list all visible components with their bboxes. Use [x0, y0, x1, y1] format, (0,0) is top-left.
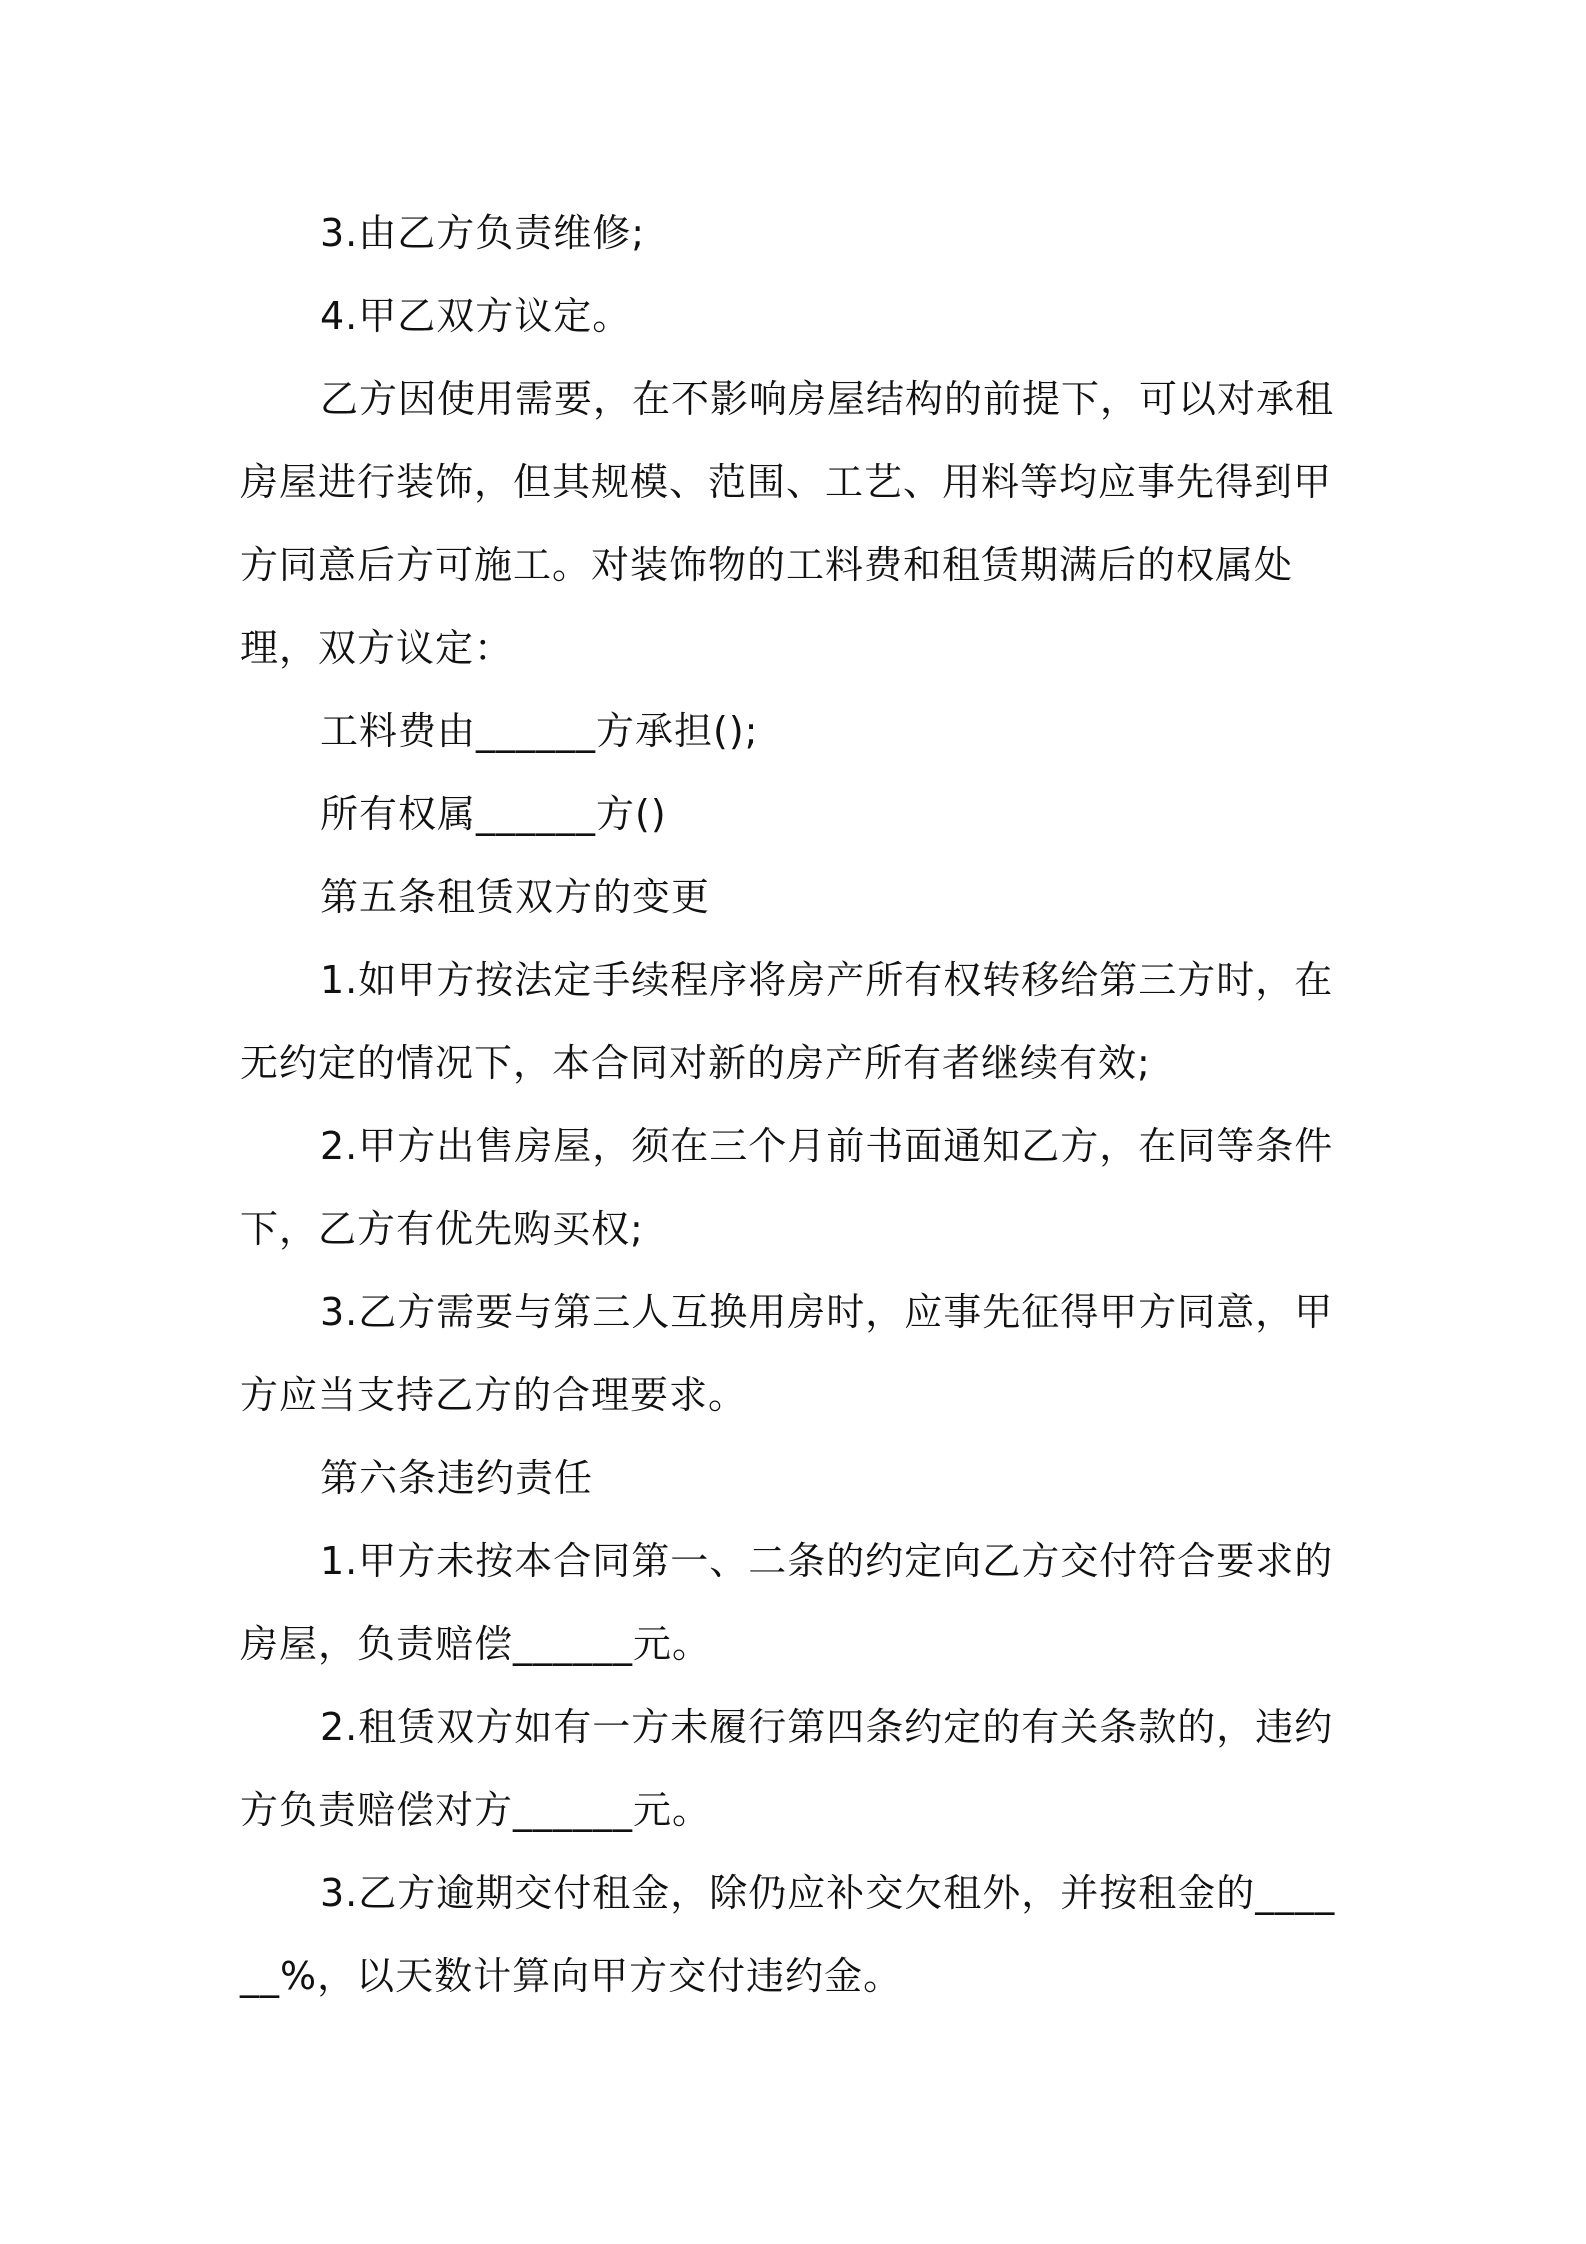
- paragraph-sale-notice: 2.甲方出售房屋，须在三个月前书面通知乙方，在同等条件下，乙方有优先购买权;: [240, 1124, 1334, 1251]
- document-body: [240, 192, 1355, 2018]
- paragraph-ownership-transfer: 1.如甲方按法定手续程序将房产所有权转移给第三方时，在无约定的情况下，本合同对新的房产所有者继续有效;: [240, 958, 1334, 1085]
- paragraph-repair-by-party-b: 3.由乙方负责维修;: [320, 211, 646, 255]
- paragraph-material-cost: 工料费由______方承担();: [320, 709, 759, 753]
- paragraph-breach-liability: 2.租赁双方如有一方未履行第四条约定的有关条款的，违约方负责赔偿对方______元。: [240, 1705, 1334, 1832]
- paragraph-ownership: 所有权属______方(): [320, 792, 667, 836]
- paragraph-late-rent-penalty: 3.乙方逾期交付租金，除仍应补交欠租外，并按租金的______%，以天数计算向甲方交付违约金。: [240, 1871, 1336, 1998]
- section-heading-article-five: 第五条租赁双方的变更: [320, 875, 711, 919]
- paragraph-mutual-agreement: 4.甲乙双方议定。: [320, 294, 632, 338]
- paragraph-decoration-terms: 乙方因使用需要，在不影响房屋结构的前提下，可以对承租房屋进行装饰，但其规模、范围、工艺、用料等均应事先得到甲方同意后方可施工。对装饰物的工料费和租赁期满后的权属处理，双方议定：: [240, 377, 1335, 670]
- paragraph-party-a-liability: 1.甲方未按本合同第一、二条的约定向乙方交付符合要求的房屋，负责赔偿______元。: [240, 1539, 1334, 1666]
- section-heading-article-six: 第六条违约责任: [320, 1456, 594, 1500]
- paragraph-housing-exchange: 3.乙方需要与第三人互换用房时，应事先征得甲方同意，甲方应当支持乙方的合理要求。: [240, 1290, 1334, 1417]
